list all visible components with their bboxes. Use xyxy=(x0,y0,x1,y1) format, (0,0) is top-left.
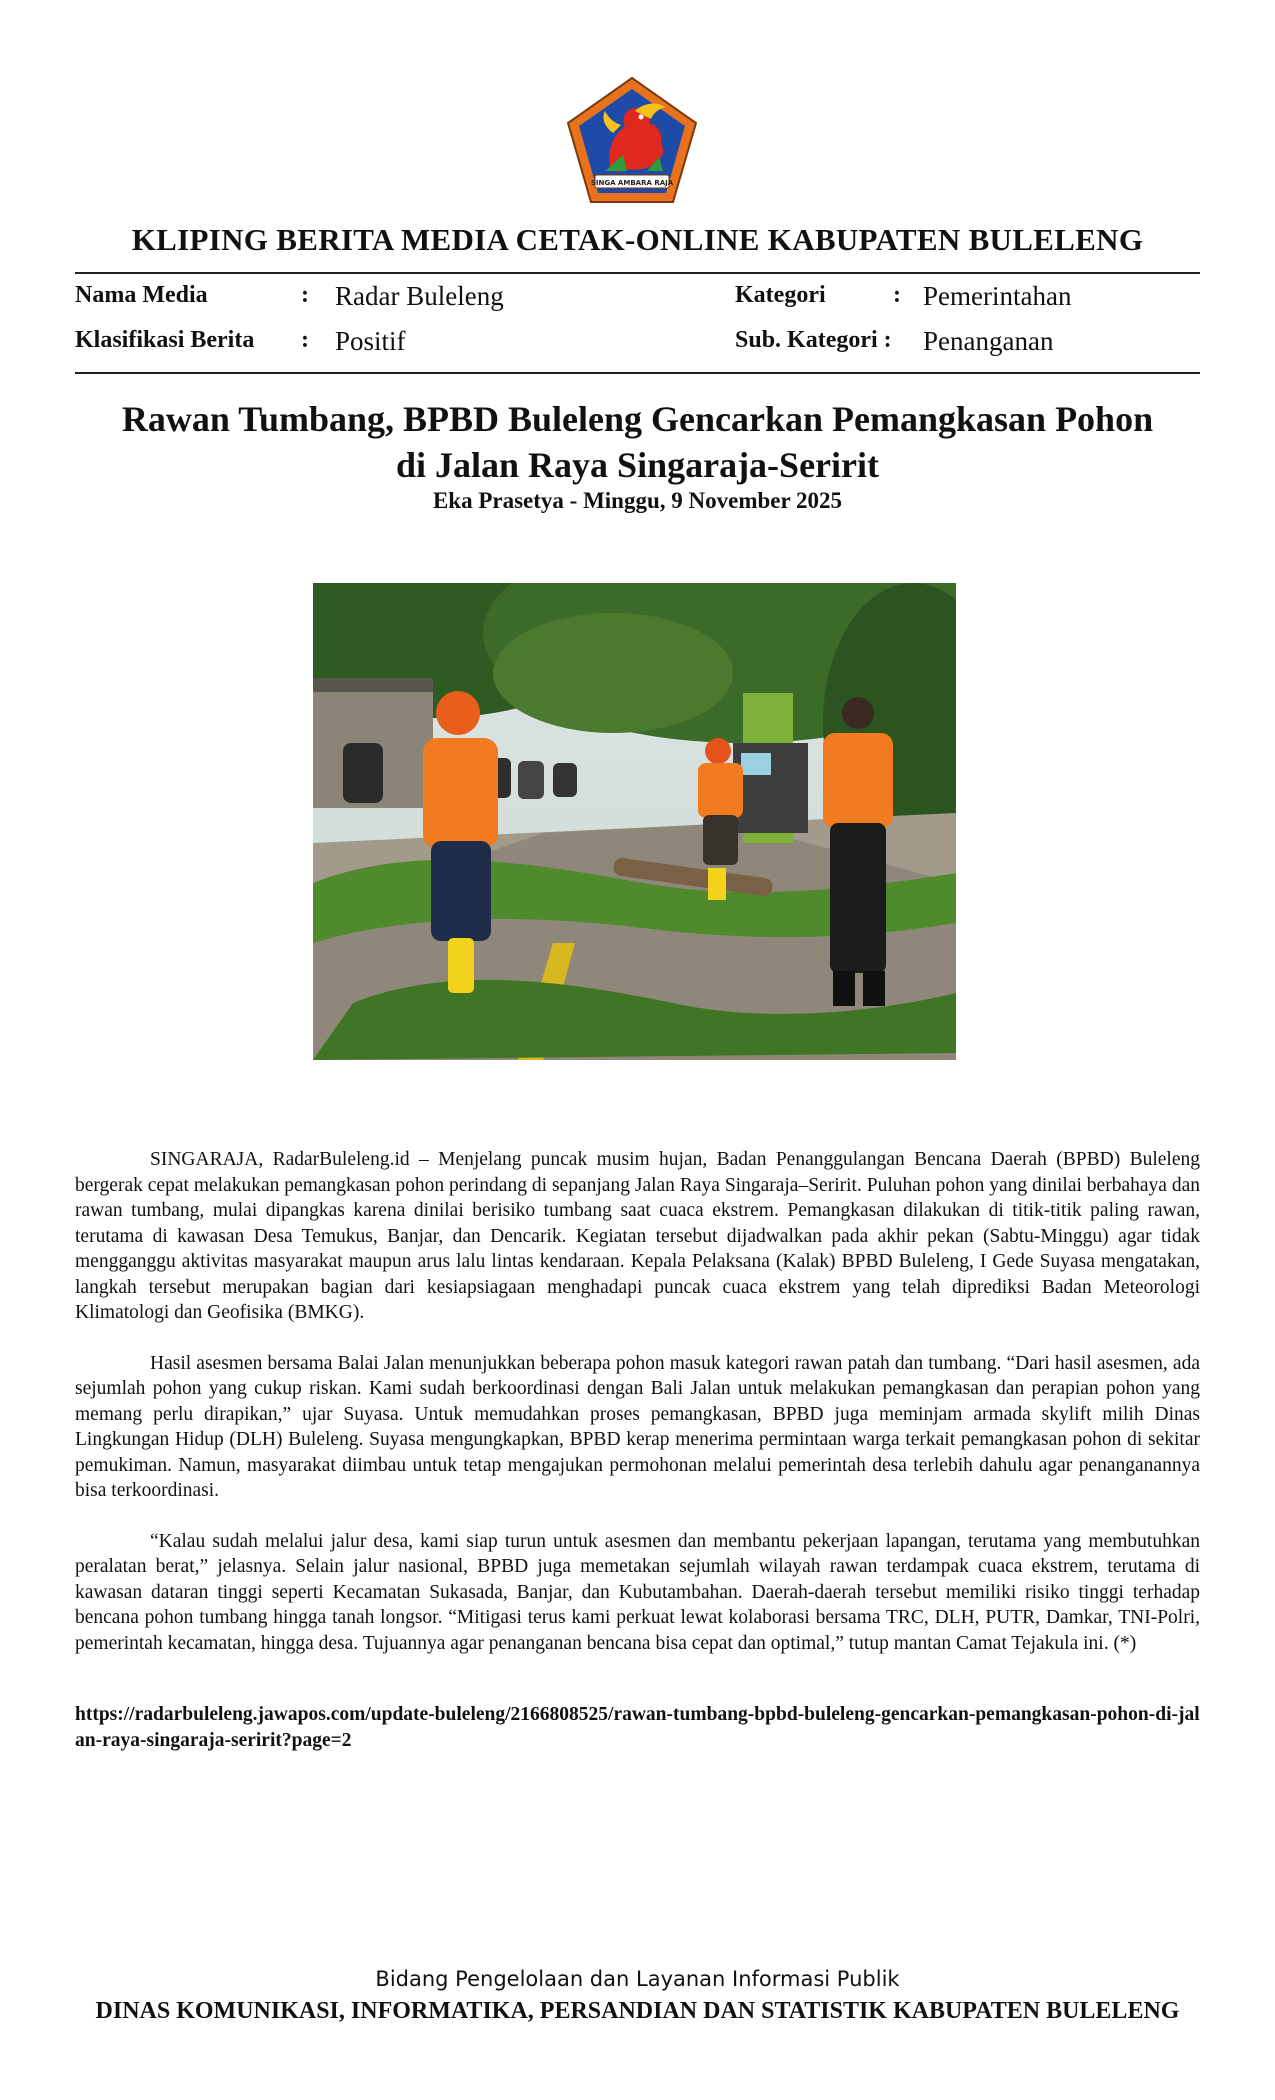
article-body xyxy=(75,1147,1200,1681)
meta-row-media xyxy=(75,282,1200,316)
klasifikasi-value: Positif xyxy=(335,326,406,356)
bottom-divider xyxy=(75,372,1200,374)
media-value: Radar Buleleng xyxy=(335,281,504,311)
article-paragraph-2: Hasil asesmen bersama Balai Jalan menunjukkan beberapa pohon masuk kategori rawan patah dan tumbang. “Dari hasil asesmen, ada sejumlah pohon yang cukup riskan. Kami sudah berkoordinasi dengan Bali Jalan untuk melakukan pemangkasan dan perapian pohon yang memang perlu dirapikan,” ujar Suyasa. Untuk memudahkan proses pemangkasan, BPBD juga meminjam armada skylift milih Dinas Lingkungan Hidup (DLH) Buleleng. Suyasa mengungkapkan, BPBD kerap menerima permintaan warga terkait pemangkasan pohon di sekitar pemukiman. Namun, masyarakat diimbau untuk tetap mengajukan permohonan melalui pemerintah desa terlebih dahulu agar penanganannya bisa terkoordinasi. xyxy=(75,1352,1200,1501)
klasifikasi-colon: : xyxy=(301,327,309,353)
media-colon: : xyxy=(301,282,309,308)
article-paragraph-1: SINGARAJA, RadarBuleleng.id – Menjelang puncak musim hujan, Badan Penanggulangan Bencana Daerah (BPBD) Buleleng bergerak cepat melakukan pemangkasan pohon perindang di sepanjang Jalan Raya Singaraja–Seririt. Puluhan pohon yang dinilai berbahaya dan rawan tumbang, mulai dipangkas karena dinilai berisiko tumbang saat cuaca ekstrem. Pemangkasan dilakukan di titik-titik paling rawan, terutama di kawasan Desa Temukus, Banjar, dan Dencarik. Kegiatan tersebut dijadwalkan pada akhir pekan (Sabtu-Minggu) agar tidak mengganggu aktivitas masyarakat maupun arus lalu lintas kendaraan. Kepala Pelaksana (Kalak) BPBD Buleleng, I Gede Suyasa mengatakan, langkah tersebut merupakan bagian dari kesiapsiagaan menghadapi puncak cuaca ekstrem yang telah diprediksi Badan Meteorologi Klimatologi dan Geofisika (BMKG). xyxy=(75,1149,1200,1323)
article-byline: Eka Prasetya - Minggu, 9 November 2025 xyxy=(432,488,843,513)
meta-row-klasifikasi xyxy=(75,327,1200,361)
article-headline xyxy=(75,396,1200,488)
media-label: Nama Media xyxy=(75,282,208,308)
subkategori-value: Penanganan xyxy=(923,326,1054,356)
article-paragraph-3: “Kalau sudah melalui jalur desa, kami siap turun untuk asesmen dan membantu pekerjaan lapangan, terutama yang membutuhkan peralatan berat,” jelasnya. Selain jalur nasional, BPBD juga memetakan sejumlah wilayah rawan terdampak cuaca ekstrem, terutama di kawasan dataran tinggi seperti Kecamatan Sukasada, Banjar, dan Kubutambahan. Daerah-daerah tersebut memiliki risiko tinggi terhadap bencana pohon tumbang hingga tanah longsor. “Mitigasi terus kami perkuat lewat kolaborasi bersama TRC, DLH, PUTR, Damkar, TNI-Polri, pemerintah kecamatan, hingga desa. Tujuannya agar penanganan bencana bisa cepat dan optimal,” tutup mantan Camat Tejakula ini. (*) xyxy=(75,1530,1200,1654)
masthead-title: KLIPING BERITA MEDIA CETAK-ONLINE KABUPATEN BULELENG xyxy=(131,222,1144,257)
emblem-svg xyxy=(565,75,699,205)
regency-emblem-logo xyxy=(565,75,699,205)
news-photo-illustration xyxy=(313,583,956,1060)
footer-department-name: DINAS KOMUNIKASI, INFORMATIKA, PERSANDIAN DAN STATISTIK KABUPATEN BULELENG xyxy=(95,1998,1180,2024)
klasifikasi-label: Klasifikasi Berita xyxy=(75,327,255,353)
emblem-motto: SINGA AMBARA RAJA xyxy=(590,179,674,187)
news-photo xyxy=(313,583,956,1060)
source-url-link[interactable]: https://radarbuleleng.jawapos.com/update-buleleng/2166808525/rawan-tumbang-bpbd-buleleng-gencarkan-pemangkasan-pohon-di-jalan-raya-singaraja-seririt?page=2 xyxy=(75,1704,1200,1751)
top-divider xyxy=(75,272,1200,274)
subkategori-label: Sub. Kategori : xyxy=(735,327,892,353)
headline-line-2: di Jalan Raya Singaraja-Seririt xyxy=(396,445,879,485)
footer-unit-name: Bidang Pengelolaan dan Layanan Informasi Publik xyxy=(375,1967,900,1991)
headline-line-1: Rawan Tumbang, BPBD Buleleng Gencarkan Pemangkasan Pohon xyxy=(121,399,1154,439)
kategori-label: Kategori xyxy=(735,282,826,308)
kategori-value: Pemerintahan xyxy=(923,281,1072,311)
kategori-colon: : xyxy=(893,282,901,308)
